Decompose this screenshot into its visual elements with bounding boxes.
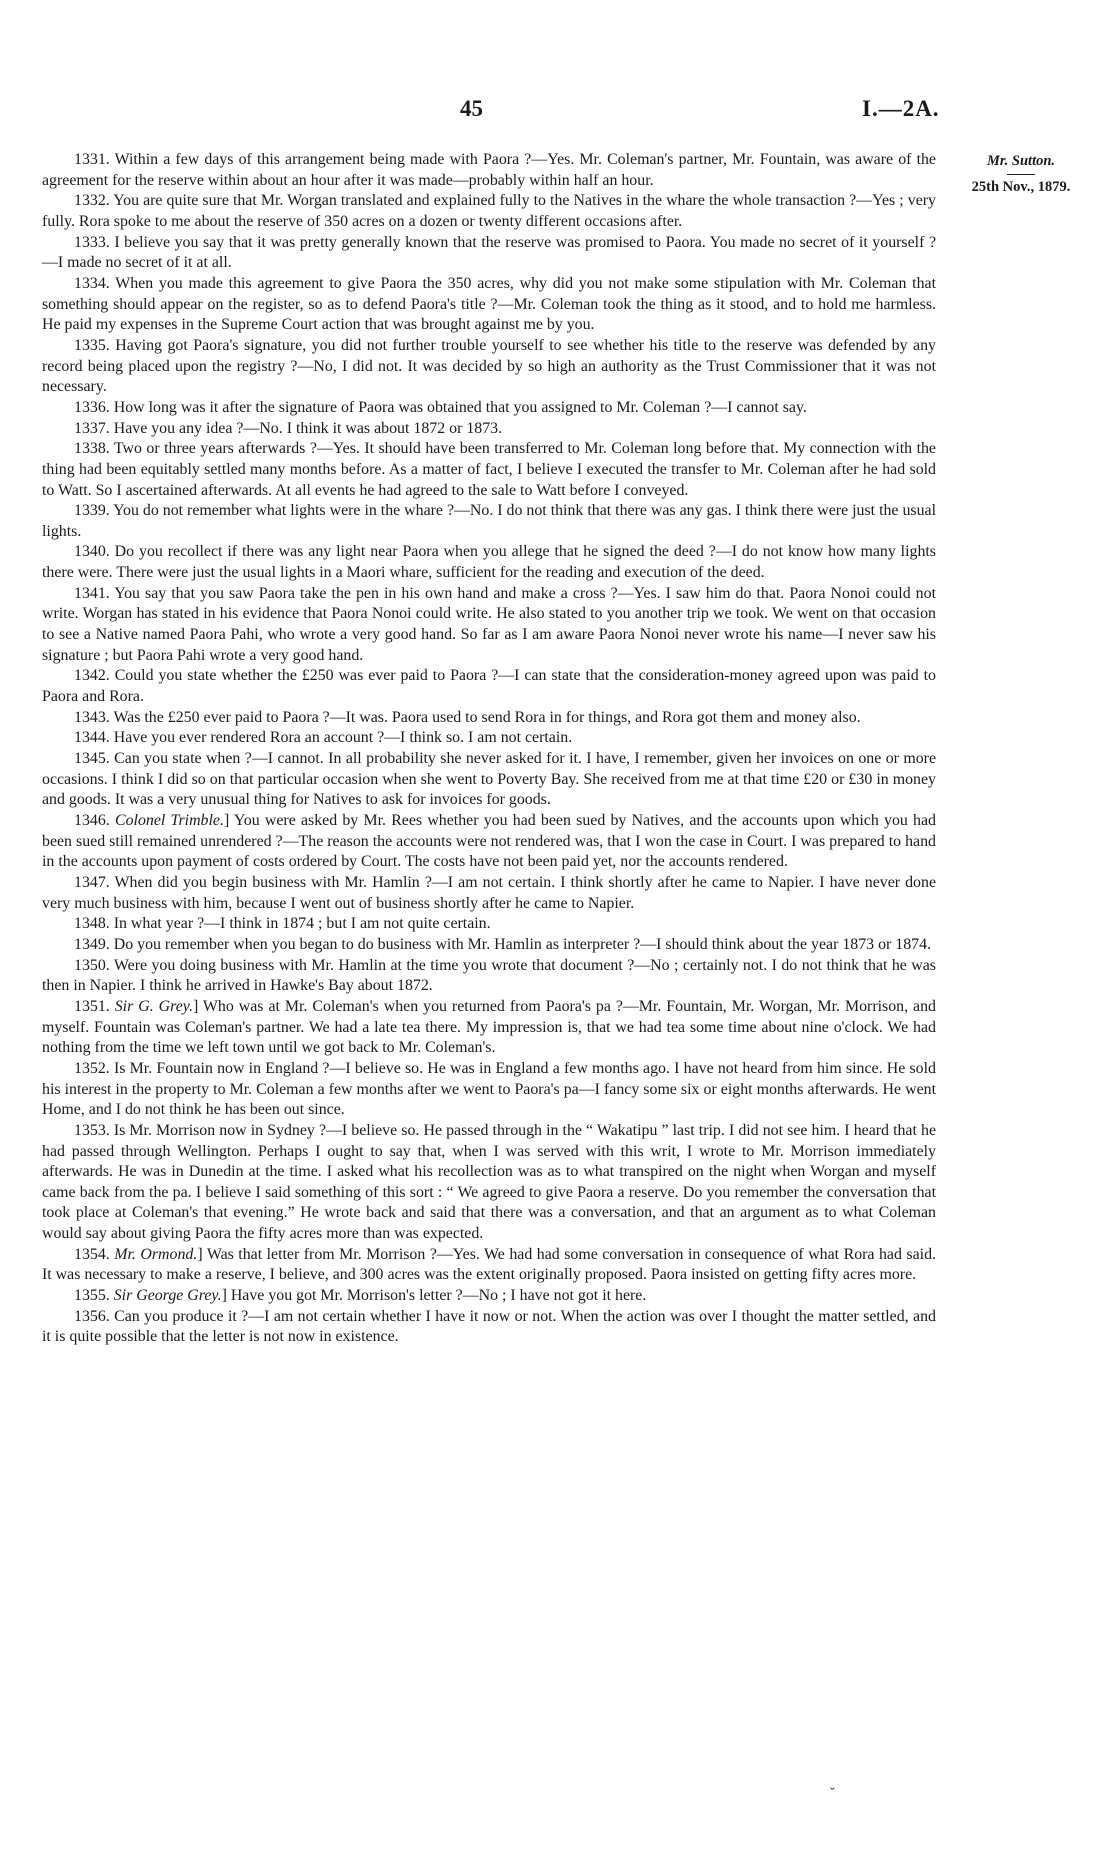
question-paragraph: 1336. How long was it after the signature of Paora was obtained that you assigned to Mr. Coleman ?—I cannot say. <box>74 398 807 416</box>
footer-mark: ˇ <box>830 1786 835 1801</box>
question-number: 1346. <box>74 812 115 829</box>
question-number: 1355. <box>74 1287 114 1305</box>
speaker-name: Sir G. Grey. <box>114 997 193 1015</box>
speaker-name: Mr. Ormond. <box>114 1245 198 1263</box>
testimony-body <box>42 150 936 1348</box>
question-paragraph: 1337. Have you any idea ?—No. I think it was about 1872 or 1873. <box>74 419 503 437</box>
speaker-name: Colonel Trimble. <box>114 812 224 829</box>
question-paragraph: 1335. Having got Paora's signature, you did not further trouble yourself to see whether his title to the reserve was defended by any record being placed upon the registry ?—No, I did not. It was decided by so high an authority as the Trust Commissioner that it was not necessary. <box>42 336 936 396</box>
witness-name: Mr. Sutton. <box>986 153 1056 169</box>
question-paragraph: 1350. Were you doing business with Mr. Hamlin at the time you wrote that document ?—No ; certainly not. I do not think that he was then in Napier. I think he arrived in Hawke's Bay about 1872. <box>42 956 936 995</box>
question-paragraph: 1352. Is Mr. Fountain now in England ?—I believe so. He was in England a few months ago. I have not heard from him since. He sold his interest in the property to Mr. Coleman a few months after we went to Paora's pa—I fancy some six or eight months afterwards. He went Home, and I do not think he has been out since. <box>42 1059 936 1119</box>
question-paragraph: 1356. Can you produce it ?—I am not certain whether I have it now or not. When the action was over I thought the matter settled, and it is quite possible that the letter is not now in existence. <box>42 1307 936 1346</box>
question-text: ] Who was at Mr. Coleman's when you returned from Paora's pa ?—Mr. Fountain, Mr. Worgan, Mr. Morrison, and myself. Fountain was Coleman's partner. We had a late tea there. My impression is, that we had tea some time about nine o'clock. We had nothing from the time we left town until we got back to Mr. Coleman's. <box>42 997 936 1057</box>
question-paragraph: 1333. I believe you say that it was pretty generally known that the reserve was promised to Paora. You made no secret of it yourself ?—I made no secret of it at all. <box>42 233 936 272</box>
question-paragraph: 1342. Could you state whether the £250 was ever paid to Paora ?—I can state that the consideration-money agreed upon was paid to Paora and Rora. <box>42 667 936 706</box>
question-paragraph: 1344. Have you ever rendered Rora an account ?—I think so. I am not certain. <box>74 729 573 747</box>
page-number: 45 <box>460 96 483 121</box>
question-paragraph: 1341. You say that you saw Paora take the pen in his own hand and make a cross ?—Yes. I saw him do that. Paora Nonoi could not write. Worgan has stated in his evidence that Paora Nonoi could write. He also stated to you another trip we took. We went on that occasion to see a Native named Paora Pahi, who wrote a very good hand. So far as I am aware Paora Nonoi never wrote his name—I never saw his signature ; but Paora Pahi wrote a very good hand. <box>42 584 936 664</box>
question-paragraph: 1343. Was the £250 ever paid to Paora ?—It was. Paora used to send Rora in for things, and Rora got them and money also. <box>74 708 861 726</box>
question-paragraph: 1334. When you made this agreement to give Paora the 350 acres, why did you not make some stipulation with Mr. Coleman that something should appear on the register, so as to defend Paora's title ?—Mr. Coleman took the thing as it stood, and to hold me harmless. He paid my expenses in the Supreme Court action that was brought against me by you. <box>42 274 936 334</box>
question-text: ] Was that letter from Mr. Morrison ?—Yes. We had had some conversation in consequence of what Rora had said. It was necessary to make a reserve, I believe, and 300 acres was the extent originally proposed. Paora insisted on getting fifty acres more. <box>42 1245 936 1284</box>
margin-note <box>941 152 1101 196</box>
question-paragraph: 1332. You are quite sure that Mr. Worgan translated and explained fully to the Natives in the whare the whole transaction ?—Yes ; very fully. Rora spoke to me about the reserve of 350 acres on a dozen or twenty different occasions after. <box>42 192 936 230</box>
question-paragraph: 1347. When did you begin business with Mr. Hamlin ?—I am not certain. I think shortly after he came to Napier. I have never done very much business with him, because I went out of business shortly after he came to Napier. <box>42 873 936 912</box>
question-number: 1351. <box>74 997 115 1015</box>
question-text: ] You were asked by Mr. Rees whether you had been sued by Natives, and the accounts upon which you had been sued still remained unrendered ?—The reason the accounts were not rendered was, that I won the case in Court. I was prepared to hand in the accounts upon payment of costs ordered by Court. The costs have not been paid yet, nor the accounts rendered. <box>42 812 936 871</box>
question-paragraph: 1348. In what year ?—I think in 1874 ; but I am not quite certain. <box>74 915 491 933</box>
question-paragraph: 1339. You do not remember what lights were in the whare ?—No. I do not think that there was any gas. I think there were just the usual lights. <box>42 502 936 540</box>
question-paragraph: 1353. Is Mr. Morrison now in Sydney ?—I believe so. He passed through in the “ Wakatipu ” last trip. I did not see him. I heard that he had passed through Wellington. Perhaps I ought to say that, when I was served with this writ, I wrote to Mr. Morrison immediately afterwards. He was in Dunedin at the time. I asked what his recollection was as to what transpired on the night when Worgan and myself came back from the pa. I believe I said something of this sort : “ We agreed to give Paora a reserve. Do you remember the conversation that took place at Coleman's that evening.” He wrote back and said that there was a conversation, and that an argument as to what Coleman would say about giving Paora the fifty acres more than was expected. <box>42 1121 936 1243</box>
page-header <box>0 96 1114 126</box>
question-paragraph: 1349. Do you remember when you began to do business with Mr. Hamlin as interpreter ?—I should think about the year 1873 or 1874. <box>74 935 932 953</box>
question-number: 1354. <box>74 1245 115 1263</box>
testimony-date: 25th Nov., 1879. <box>971 179 1071 195</box>
question-paragraph: 1340. Do you recollect if there was any light near Paora when you allege that he signed the deed ?—I do not know how many lights there were. There were just the usual lights in a Maori whare, sufficient for the reading and execution of the deed. <box>42 543 936 582</box>
question-text: ] Have you got Mr. Morrison's letter ?—No ; I have not got it here. <box>221 1287 647 1305</box>
question-paragraph: 1331. Within a few days of this arrangement being made with Paora ?—Yes. Mr. Coleman's partner, Mr. Fountain, was aware of the agreement for the reserve within about an hour after it was made—probably within half an hour. <box>42 151 936 189</box>
question-paragraph <box>42 1245 936 1286</box>
question-paragraph: 1345. Can you state when ?—I cannot. In all probability she never asked for it. I have, I remember, given her invoices on one or more occasions. I think I did so on that particular occasion when she went to Poverty Bay. She received from me at that time £20 or £30 in money and goods. It was a very unusual thing for Natives to ask for invoices for goods. <box>42 750 936 809</box>
question-paragraph <box>42 811 936 873</box>
question-paragraph <box>42 1286 936 1307</box>
document-reference: I.—2A. <box>862 96 940 121</box>
speaker-name: Sir George Grey. <box>113 1287 222 1305</box>
question-paragraph <box>42 997 936 1059</box>
question-paragraph: 1338. Two or three years afterwards ?—Yes. It should have been transferred to Mr. Coleman long before that. My connection with the thing had been equitably settled many months before. As a matter of fact, I believe I executed the transfer to Mr. Coleman after he had sold to Watt. So I ascertained afterwards. At all events he had agreed to the sale to Watt before I conveyed. <box>42 440 936 499</box>
margin-rule <box>1007 174 1035 175</box>
